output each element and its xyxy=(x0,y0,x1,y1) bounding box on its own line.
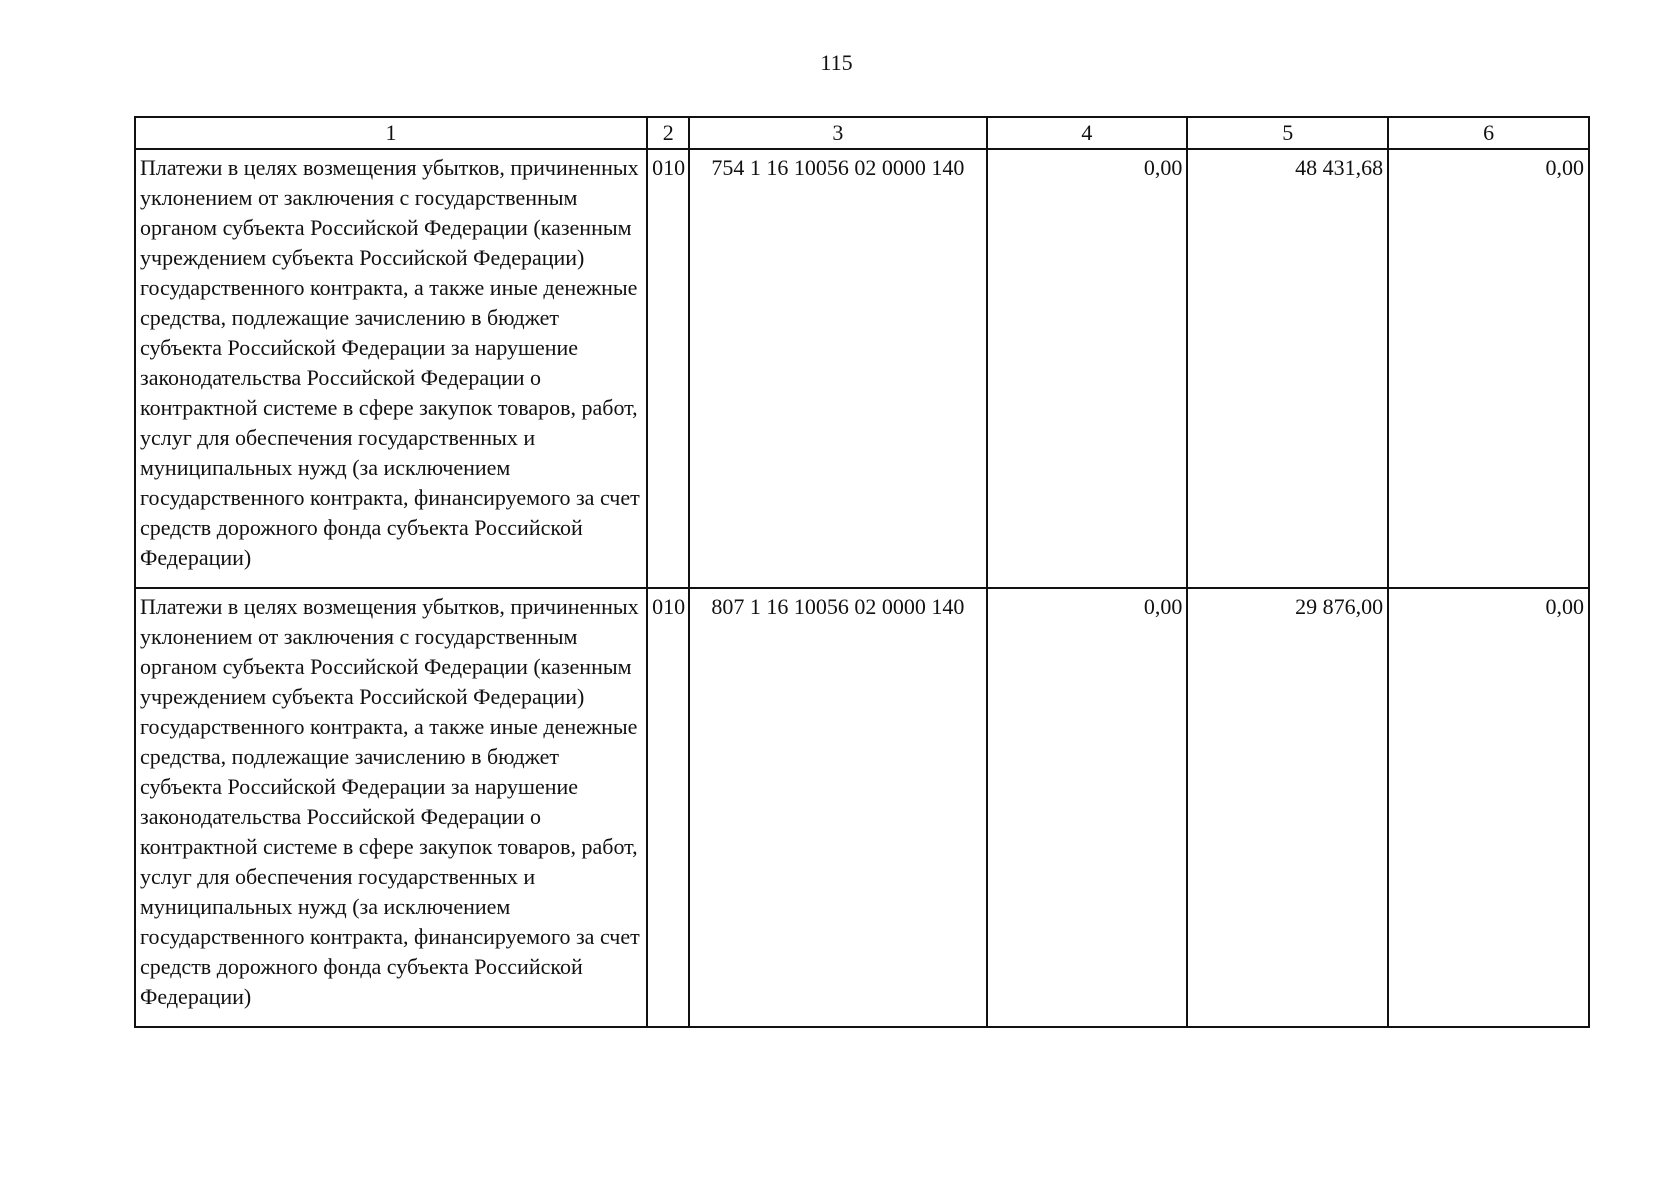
column-header-1: 1 xyxy=(135,117,647,149)
column-header-2: 2 xyxy=(647,117,689,149)
row-description: Платежи в целях возмещения убытков, причиненных уклонением от заключения с государственным органом субъекта Российской Федерации (казенным учреждением субъекта Российской Федерации) государственного контракта, а также иные денежные средства, подлежащие зачислению в бюджет субъекта Российской Федерации за нарушение законодательства Российской Федерации о контрактной системе в сфере закупок товаров, работ, услуг для обеспечения государственных и муниципальных нужд (за исключением государственного контракта, финансируемого за счет средств дорожного фонда субъекта Российской Федерации) xyxy=(135,588,647,1027)
row-value-col4: 0,00 xyxy=(987,588,1188,1027)
row-value-col5: 29 876,00 xyxy=(1187,588,1388,1027)
page-number: 115 xyxy=(820,50,853,75)
table-header-row xyxy=(135,117,1589,149)
table-row xyxy=(135,588,1589,1027)
column-header-5: 5 xyxy=(1187,117,1388,149)
table-row xyxy=(135,149,1589,588)
row-value-col6: 0,00 xyxy=(1388,149,1589,588)
row-budget-classification-code: 754 1 16 10056 02 0000 140 xyxy=(689,149,986,588)
column-header-6: 6 xyxy=(1388,117,1589,149)
row-value-col5: 48 431,68 xyxy=(1187,149,1388,588)
column-header-3: 3 xyxy=(689,117,986,149)
row-description: Платежи в целях возмещения убытков, причиненных уклонением от заключения с государственным органом субъекта Российской Федерации (казенным учреждением субъекта Российской Федерации) государственного контракта, а также иные денежные средства, подлежащие зачислению в бюджет субъекта Российской Федерации за нарушение законодательства Российской Федерации о контрактной системе в сфере закупок товаров, работ, услуг для обеспечения государственных и муниципальных нужд (за исключением государственного контракта, финансируемого за счет средств дорожного фонда субъекта Российской Федерации) xyxy=(135,149,647,588)
column-header-4: 4 xyxy=(987,117,1188,149)
row-budget-classification-code: 807 1 16 10056 02 0000 140 xyxy=(689,588,986,1027)
row-line-code: 010 xyxy=(647,149,689,588)
row-line-code: 010 xyxy=(647,588,689,1027)
budget-table xyxy=(134,116,1590,1028)
row-value-col6: 0,00 xyxy=(1388,588,1589,1027)
row-value-col4: 0,00 xyxy=(987,149,1188,588)
